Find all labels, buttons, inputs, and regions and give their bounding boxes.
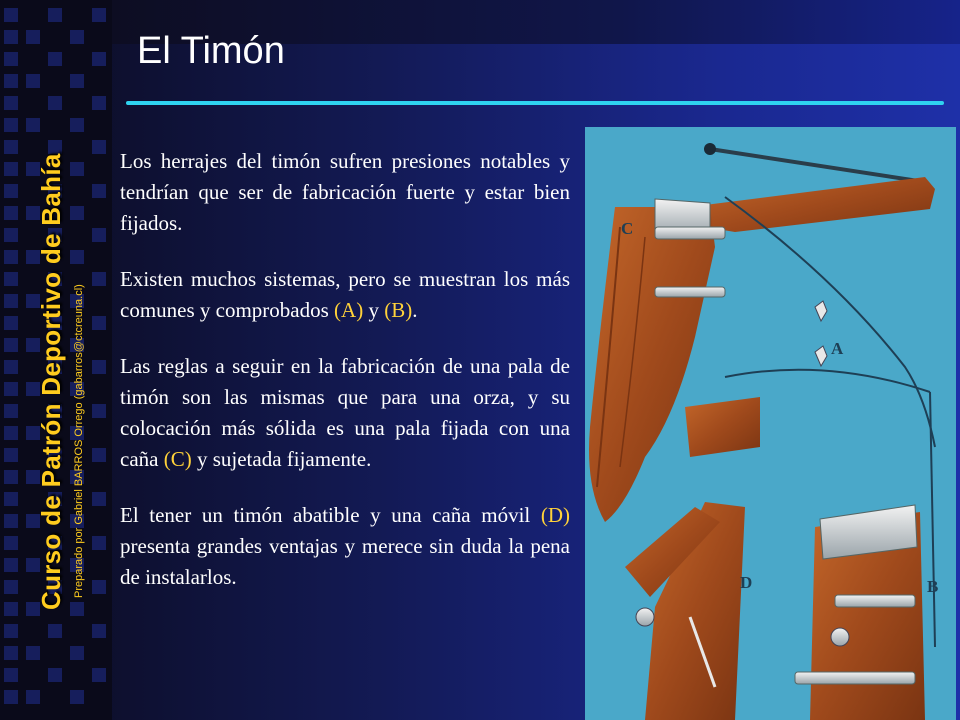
decorative-square	[92, 316, 106, 330]
highlighted-reference: (D)	[540, 503, 570, 527]
decorative-square	[92, 492, 106, 506]
decorative-square	[70, 118, 84, 132]
decorative-square	[48, 96, 62, 110]
decorative-square	[4, 162, 18, 176]
decorative-square	[4, 558, 18, 572]
decorative-square	[92, 272, 106, 286]
decorative-square	[26, 646, 40, 660]
highlighted-reference: (C)	[163, 447, 192, 471]
decorative-square	[70, 74, 84, 88]
decorative-square	[4, 272, 18, 286]
decorative-square	[26, 30, 40, 44]
decorative-square	[4, 96, 18, 110]
decorative-square	[4, 668, 18, 682]
decorative-square	[4, 74, 18, 88]
slide-title: El Timón	[137, 30, 285, 72]
decorative-square	[4, 294, 18, 308]
paragraph-text: y	[363, 298, 385, 322]
decorative-square	[4, 404, 18, 418]
decorative-square	[26, 118, 40, 132]
paragraph-text: Existen muchos sistemas, pero se muestran los más comunes y comprobados	[120, 267, 570, 322]
decorative-square	[4, 602, 18, 616]
paragraph	[120, 500, 570, 593]
course-title: Curso de Patrón Deportivo de Bahía	[36, 153, 66, 610]
decorative-square	[4, 360, 18, 374]
paragraph-text: El tener un timón abatible y una caña móvil	[120, 503, 541, 527]
decorative-square	[4, 580, 18, 594]
decorative-square	[92, 184, 106, 198]
tiller-arm	[705, 177, 935, 232]
decorative-square	[26, 74, 40, 88]
paragraph-text: presenta grandes ventajas y merece sin duda la pena de instalarlos.	[120, 534, 570, 589]
decorative-square	[92, 580, 106, 594]
decorative-square	[4, 52, 18, 66]
decorative-square	[92, 140, 106, 154]
decorative-square	[48, 140, 62, 154]
decorative-square	[92, 624, 106, 638]
decorative-square	[92, 360, 106, 374]
sidebar-course-title-block	[36, 153, 85, 610]
decorative-square	[92, 536, 106, 550]
decorative-square	[48, 8, 62, 22]
decorative-square	[4, 426, 18, 440]
rudder-drawing	[585, 127, 956, 720]
decorative-square	[4, 140, 18, 154]
decorative-square	[92, 448, 106, 462]
decorative-square	[70, 646, 84, 660]
decorative-square	[4, 30, 18, 44]
decorative-square	[4, 382, 18, 396]
decorative-square	[48, 624, 62, 638]
decorative-square	[4, 118, 18, 132]
decorative-square	[4, 646, 18, 660]
decorative-square	[70, 690, 84, 704]
decorative-square	[92, 228, 106, 242]
label-d: D	[740, 573, 753, 592]
paragraph-text: .	[412, 298, 418, 322]
decorative-square	[4, 206, 18, 220]
decorative-square	[4, 492, 18, 506]
decorative-square	[48, 668, 62, 682]
decorative-square	[4, 514, 18, 528]
decorative-square	[4, 250, 18, 264]
decorative-square	[48, 52, 62, 66]
decorative-square	[92, 668, 106, 682]
decorative-square	[4, 536, 18, 550]
title-underline	[126, 101, 944, 105]
label-a: A	[831, 339, 844, 358]
decorative-square	[4, 690, 18, 704]
decorative-square	[26, 690, 40, 704]
slide-body-text	[120, 146, 570, 618]
highlighted-reference: (A)	[334, 298, 364, 322]
decorative-square	[4, 448, 18, 462]
paragraph-text: y sujetada fijamente.	[191, 447, 372, 471]
decorative-square	[4, 184, 18, 198]
decorative-square	[4, 8, 18, 22]
decorative-square	[4, 316, 18, 330]
rudder-illustration	[585, 127, 956, 720]
decorative-square	[4, 470, 18, 484]
author-credit: Preparado por Gabriel BARROS Orrego (gabarros@ctcreuna.cl)	[73, 284, 85, 598]
wood-block	[685, 397, 760, 457]
paragraph	[120, 146, 570, 239]
decorative-square	[92, 404, 106, 418]
paragraph	[120, 264, 570, 326]
decorative-square	[4, 624, 18, 638]
decorative-square	[70, 30, 84, 44]
decorative-square	[4, 338, 18, 352]
decorative-square	[92, 96, 106, 110]
decorative-square	[4, 228, 18, 242]
gudgeon-fitting	[655, 287, 725, 297]
paragraph-text: Los herrajes del timón sufren presiones notables y tendrían que ser de fabricación fuerte y estar bien fijados.	[120, 149, 570, 235]
label-b: B	[927, 577, 939, 596]
decorative-square	[92, 8, 106, 22]
paragraph-text: Las reglas a seguir en la fabricación de una pala de timón son las mismas que para una orza, y su colocación más sólida es una pala fijada con una caña	[120, 354, 570, 471]
tiller-rod	[710, 149, 925, 182]
paragraph	[120, 351, 570, 475]
tiller-knob	[704, 143, 716, 155]
decorative-square	[92, 52, 106, 66]
label-c: C	[621, 219, 634, 238]
highlighted-reference: (B)	[384, 298, 413, 322]
